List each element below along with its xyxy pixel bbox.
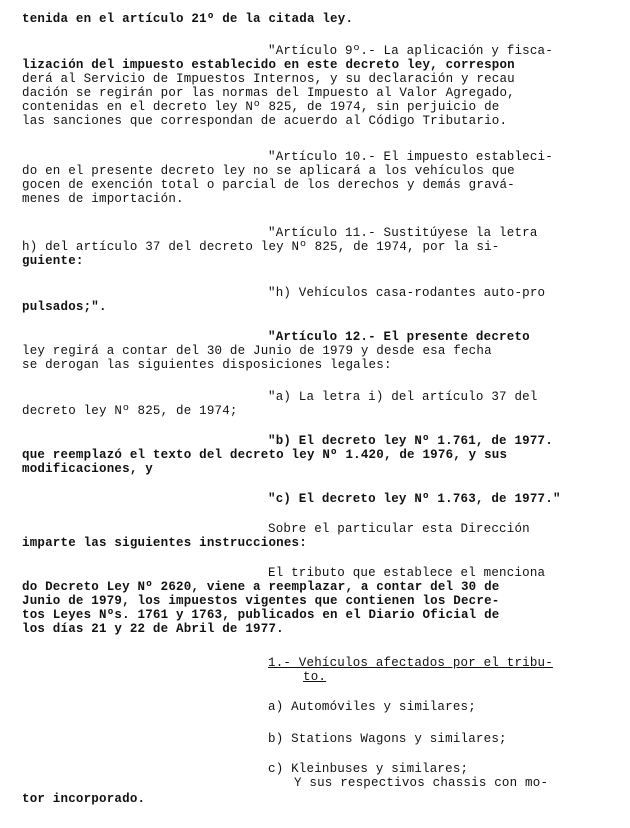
text-line: "Artículo 12.- El presente decreto (268, 330, 530, 344)
text-line: guiente: (22, 254, 84, 268)
section-heading-continued: to. (303, 670, 327, 684)
list-item: c) Kleinbuses y similares; (268, 762, 469, 776)
text-line: modificaciones, y (22, 462, 153, 476)
text-line: tenida en el artículo 21º de la citada ley. (22, 12, 354, 26)
text-line: pulsados;". (22, 300, 107, 314)
text-line: decreto ley Nº 825, de 1974; (22, 404, 238, 418)
list-item: a) Automóviles y similares; (268, 700, 476, 714)
text-line: h) del artículo 37 del decreto ley Nº 825, de 1974, por la si- (22, 240, 500, 254)
text-line: contenidas en el decreto ley Nº 825, de 1974, sin perjuicio de (22, 100, 500, 114)
text-line: imparte las siguientes instrucciones: (22, 536, 307, 550)
text-line: Junio de 1979, los impuestos vigentes que contienen los Decre- (22, 594, 500, 608)
text-line: "h) Vehículos casa-rodantes auto-pro (268, 286, 546, 300)
text-line: "Artículo 10.- El impuesto estableci- (268, 150, 553, 164)
text-line: "Artículo 9º.- La aplicación y fisca- (268, 44, 553, 58)
list-item: b) Stations Wagons y similares; (268, 732, 507, 746)
text-line: Sobre el particular esta Dirección (268, 522, 530, 536)
text-line: se derogan las siguientes disposiciones legales: (22, 358, 392, 372)
text-line: gocen de exención total o parcial de los derechos y demás gravá- (22, 178, 515, 192)
text-line: que reemplazó el texto del decreto ley Nº 1.420, de 1976, y sus (22, 448, 508, 462)
text-line: El tributo que establece el menciona (268, 566, 546, 580)
text-line: las sanciones que correspondan de acuerdo al Código Tributario. (22, 114, 508, 128)
text-line: do en el presente decreto ley no se aplicará a los vehículos que (22, 164, 515, 178)
text-line: menes de importación. (22, 192, 184, 206)
section-heading: 1.- Vehículos afectados por el tribu- (268, 656, 553, 670)
text-line: ley regirá a contar del 30 de Junio de 1979 y desde esa fecha (22, 344, 492, 358)
text-line: dación se regirán por las normas del Impuesto al Valor Agregado, (22, 86, 515, 100)
text-line: lización del impuesto establecido en este decreto ley, correspon (22, 58, 515, 72)
text-line: "a) La letra i) del artículo 37 del (268, 390, 538, 404)
text-line: "Artículo 11.- Sustitúyese la letra (268, 226, 538, 240)
text-line: "c) El decreto ley Nº 1.763, de 1977." (268, 492, 561, 506)
text-line: tos Leyes Nºs. 1761 y 1763, publicados en el Diario Oficial de (22, 608, 500, 622)
text-line: do Decreto Ley Nº 2620, viene a reemplazar, a contar del 30 de (22, 580, 500, 594)
text-line: derá al Servicio de Impuestos Internos, y su declaración y recau (22, 72, 515, 86)
text-line: los días 21 y 22 de Abril de 1977. (22, 622, 284, 636)
text-line: tor incorporado. (22, 792, 146, 806)
text-line: Y sus respectivos chassis con mo- (294, 776, 549, 790)
text-line: "b) El decreto ley Nº 1.761, de 1977. (268, 434, 553, 448)
